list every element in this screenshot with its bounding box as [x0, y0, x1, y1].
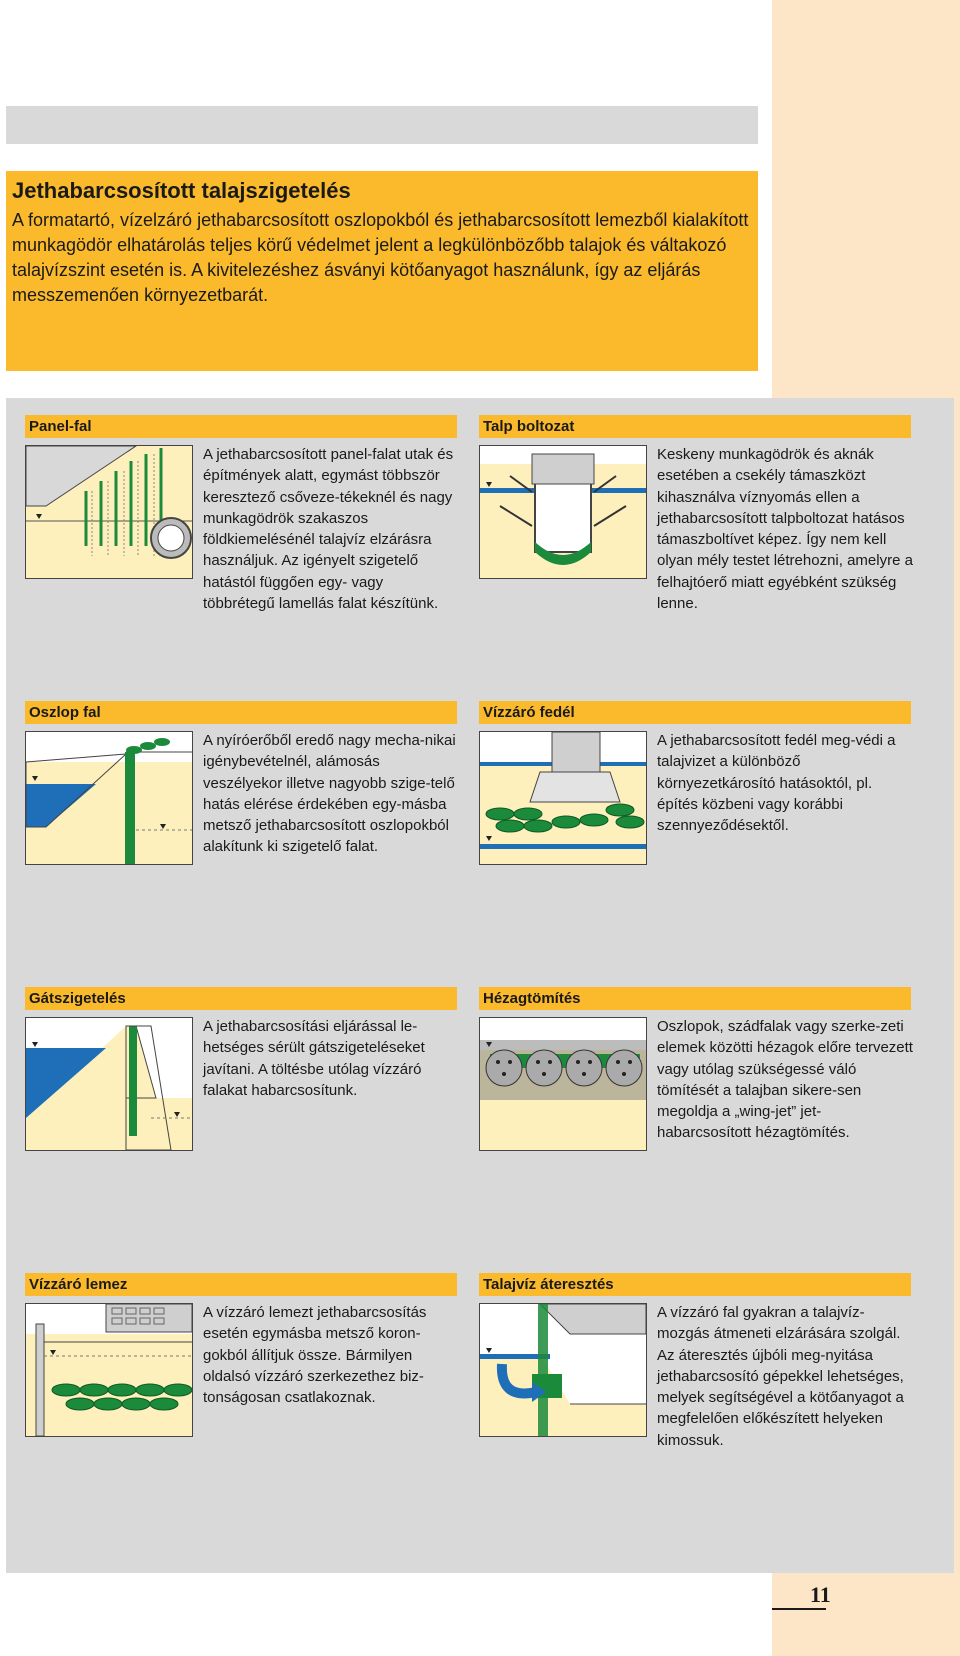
intro-box — [6, 171, 758, 371]
column-wall-illustration — [25, 731, 193, 865]
page-number-area — [772, 1576, 960, 1656]
section-title: Gátszigetelés — [25, 987, 457, 1010]
dam-sealing-illustration — [25, 1017, 193, 1151]
section-hezagtomites — [479, 987, 913, 1227]
panel-wall-illustration — [25, 445, 193, 579]
section-title: Oszlop fal — [25, 701, 457, 724]
section-panel-fal — [25, 415, 459, 655]
section-text: A vízzáró fal gyakran a talajvíz-mozgás átmeneti elzárására szolgál. Az áteresztés újbóli meg-nyitása jethabarcsosító gépekkel lehetséges, melyek segítségével a kötőanyagot a megfelelően előkészített helyeken kimossuk. — [657, 1304, 904, 1449]
section-text: Keskeny munkagödrök és aknák esetében a csekély támaszközt kihasználva víznyomás ellen a jethabarcsosított talpboltozat hatásos támaszboltívet képez. Így nem kell olyan mély testet létrehozni, amelyre a felhajtóerő miatt egyébként szükség lenne. — [657, 446, 913, 613]
section-gatszigeteles — [25, 987, 459, 1227]
section-text: A jethabarcsosítási eljárással le-hetséges sérült gátszigeteléseket javítani. A töltésbe utólag vízzáró falakat habarcsosítunk. — [203, 1018, 425, 1099]
section-title: Vízzáró lemez — [25, 1273, 457, 1296]
section-talajviz-ateresztes — [479, 1273, 913, 1513]
page-number-rule — [772, 1608, 826, 1610]
section-text: A nyíróerőből eredő nagy mecha-nikai igénybevételnél, alámosás veszélyekor illetve nagyobb szige-telő hatás elérése érdekében egy-másba metsző jethabarcsosított oszlopokból alakítunk ki szigetelő falat. — [203, 732, 456, 856]
section-oszlop-fal — [25, 701, 459, 941]
section-talp-boltozat — [479, 415, 913, 655]
intro-title: Jethabarcsosított talajszigetelés — [12, 178, 351, 203]
section-title: Talp boltozat — [479, 415, 911, 438]
section-title: Vízzáró fedél — [479, 701, 911, 724]
section-title: Panel-fal — [25, 415, 457, 438]
section-vizzaro-fedel — [479, 701, 913, 941]
joint-sealing-illustration — [479, 1017, 647, 1151]
base-vault-illustration — [479, 445, 647, 579]
section-title: Talajvíz áteresztés — [479, 1273, 911, 1296]
top-grey-bar — [6, 106, 758, 144]
intro-body: A formatartó, vízelzáró jethabarcsosított oszlopokból és jethabarcsosított lemezből kialakított munkagödör elhatárolás teljes körű védelmet jelent a legkülönbözőbb talajok és váltakozó talajvízszint esetén is. A kivitelezéshez ásványi kötőanyagot használunk, így az eljárás messzemenően környezetbarát. — [12, 210, 749, 305]
section-text: A vízzáró lemezt jethabarcsosítás esetén egymásba metsző koron-gokból állítjuk össze. Bármilyen oldalsó vízzáró szerkezethez biz-tonságosan csatlakoznak. — [203, 1304, 427, 1407]
section-vizzaro-lemez — [25, 1273, 459, 1513]
groundwater-passage-illustration — [479, 1303, 647, 1437]
section-text: A jethabarcsosított panel-falat utak és építmények alatt, egymást többször keresztező csőveze-tékeknél és nagy munkagödrök szakaszos földkiemelésénél talajvíz elzárásra használjuk. Az igényelt szigetelő hatástól függően egy- vagy többrétegű lamellás falat készítünk. — [203, 446, 454, 613]
section-text: Oszlopok, szádfalak vagy szerke-zeti elemek közötti hézagok előre tervezett vagy utólag szükségessé váló tömítését a talajban sikere-sen megoldja a „wing-jet” jet-habarcsosított hézagtömítés. — [657, 1018, 913, 1142]
sealing-slab-illustration — [25, 1303, 193, 1437]
section-text: A jethabarcsosított fedél meg-védi a talajvizet a különböző környezetkárosító hatásoktól, pl. építés közbeni vagy korábbi szennyeződésektől. — [657, 732, 896, 835]
sealing-cover-illustration — [479, 731, 647, 865]
section-title: Hézagtömítés — [479, 987, 911, 1010]
page-number: 11 — [810, 1582, 831, 1607]
